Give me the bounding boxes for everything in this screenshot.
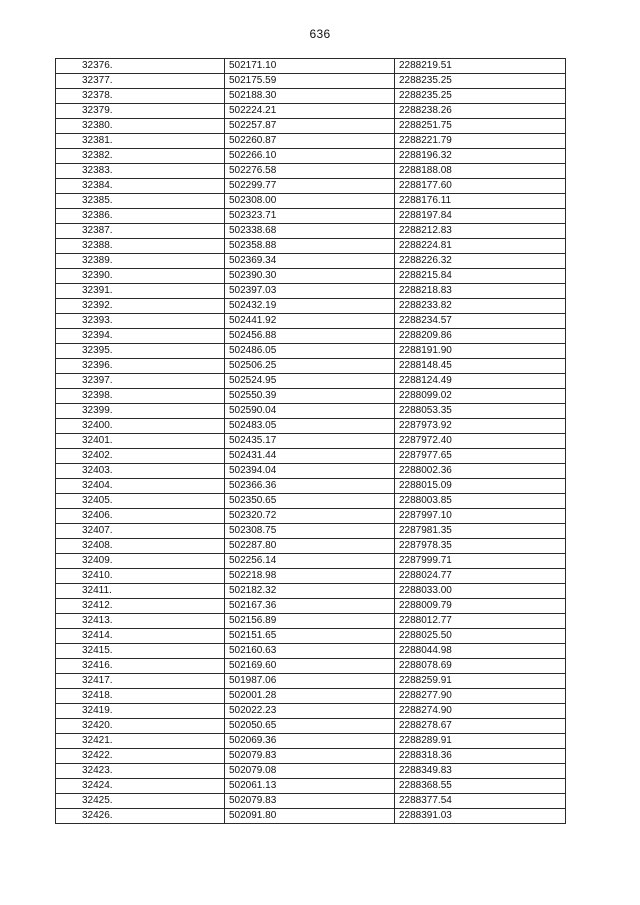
x-coordinate-cell: 502308.75: [225, 524, 395, 539]
y-coordinate-cell: 2288238.26: [395, 104, 566, 119]
x-coordinate-cell: 502550.39: [225, 389, 395, 404]
point-number-cell: 32423.: [56, 764, 225, 779]
table-row: [56, 239, 566, 254]
x-coordinate-cell: 502320.72: [225, 509, 395, 524]
point-number-cell: 32411.: [56, 584, 225, 599]
y-coordinate-cell: 2288377.54: [395, 794, 566, 809]
table-row: [56, 404, 566, 419]
point-number-cell: 32385.: [56, 194, 225, 209]
point-number-cell: 32403.: [56, 464, 225, 479]
x-coordinate-cell: 502483.05: [225, 419, 395, 434]
y-coordinate-cell: 2288259.91: [395, 674, 566, 689]
y-coordinate-cell: 2288033.00: [395, 584, 566, 599]
x-coordinate-cell: 502287.80: [225, 539, 395, 554]
y-coordinate-cell: 2288349.83: [395, 764, 566, 779]
x-coordinate-cell: 501987.06: [225, 674, 395, 689]
y-coordinate-cell: 2287981.35: [395, 524, 566, 539]
x-coordinate-cell: 502257.87: [225, 119, 395, 134]
y-coordinate-cell: 2287997.10: [395, 509, 566, 524]
x-coordinate-cell: 502151.65: [225, 629, 395, 644]
point-number-cell: 32395.: [56, 344, 225, 359]
table-row: [56, 164, 566, 179]
point-number-cell: 32380.: [56, 119, 225, 134]
y-coordinate-cell: 2288226.32: [395, 254, 566, 269]
point-number-cell: 32381.: [56, 134, 225, 149]
y-coordinate-cell: 2288234.57: [395, 314, 566, 329]
point-number-cell: 32426.: [56, 809, 225, 824]
point-number-cell: 32390.: [56, 269, 225, 284]
y-coordinate-cell: 2288099.02: [395, 389, 566, 404]
point-number-cell: 32404.: [56, 479, 225, 494]
table-row: [56, 689, 566, 704]
y-coordinate-cell: 2288278.67: [395, 719, 566, 734]
table-row: [56, 734, 566, 749]
point-number-cell: 32400.: [56, 419, 225, 434]
table-row: [56, 374, 566, 389]
point-number-cell: 32410.: [56, 569, 225, 584]
x-coordinate-cell: 502224.21: [225, 104, 395, 119]
y-coordinate-cell: 2288009.79: [395, 599, 566, 614]
x-coordinate-cell: 502171.10: [225, 59, 395, 74]
x-coordinate-cell: 502188.30: [225, 89, 395, 104]
x-coordinate-cell: 502256.14: [225, 554, 395, 569]
point-number-cell: 32417.: [56, 674, 225, 689]
table-row: [56, 599, 566, 614]
y-coordinate-cell: 2288003.85: [395, 494, 566, 509]
y-coordinate-cell: 2288224.81: [395, 239, 566, 254]
table-row: [56, 119, 566, 134]
y-coordinate-cell: 2288368.55: [395, 779, 566, 794]
point-number-cell: 32409.: [56, 554, 225, 569]
y-coordinate-cell: 2288044.98: [395, 644, 566, 659]
x-coordinate-cell: 502590.04: [225, 404, 395, 419]
y-coordinate-cell: 2288191.90: [395, 344, 566, 359]
table-row: [56, 479, 566, 494]
x-coordinate-cell: 502456.88: [225, 329, 395, 344]
coordinates-table: [55, 58, 566, 824]
page-number: 636: [309, 27, 331, 41]
y-coordinate-cell: 2288053.35: [395, 404, 566, 419]
point-number-cell: 32424.: [56, 779, 225, 794]
point-number-cell: 32408.: [56, 539, 225, 554]
table-row: [56, 389, 566, 404]
table-row: [56, 644, 566, 659]
table-row: [56, 659, 566, 674]
table-row: [56, 494, 566, 509]
y-coordinate-cell: 2288391.03: [395, 809, 566, 824]
table-row: [56, 764, 566, 779]
point-number-cell: 32393.: [56, 314, 225, 329]
y-coordinate-cell: 2288277.90: [395, 689, 566, 704]
x-coordinate-cell: 502182.32: [225, 584, 395, 599]
table-row: [56, 89, 566, 104]
y-coordinate-cell: 2288148.45: [395, 359, 566, 374]
point-number-cell: 32384.: [56, 179, 225, 194]
y-coordinate-cell: 2288012.77: [395, 614, 566, 629]
point-number-cell: 32382.: [56, 149, 225, 164]
y-coordinate-cell: 2288212.83: [395, 224, 566, 239]
y-coordinate-cell: 2287972.40: [395, 434, 566, 449]
x-coordinate-cell: 502308.00: [225, 194, 395, 209]
table-row: [56, 224, 566, 239]
y-coordinate-cell: 2288124.49: [395, 374, 566, 389]
x-coordinate-cell: 502167.36: [225, 599, 395, 614]
table-row: [56, 59, 566, 74]
y-coordinate-cell: 2288215.84: [395, 269, 566, 284]
x-coordinate-cell: 502050.65: [225, 719, 395, 734]
y-coordinate-cell: 2288235.25: [395, 74, 566, 89]
table-row: [56, 539, 566, 554]
table-row: [56, 779, 566, 794]
point-number-cell: 32405.: [56, 494, 225, 509]
y-coordinate-cell: 2287999.71: [395, 554, 566, 569]
x-coordinate-cell: 502175.59: [225, 74, 395, 89]
x-coordinate-cell: 502323.71: [225, 209, 395, 224]
x-coordinate-cell: 502169.60: [225, 659, 395, 674]
table-row: [56, 584, 566, 599]
table-row: [56, 134, 566, 149]
x-coordinate-cell: 502266.10: [225, 149, 395, 164]
table-row: [56, 359, 566, 374]
x-coordinate-cell: 502486.05: [225, 344, 395, 359]
point-number-cell: 32419.: [56, 704, 225, 719]
table-row: [56, 254, 566, 269]
point-number-cell: 32415.: [56, 644, 225, 659]
x-coordinate-cell: 502079.08: [225, 764, 395, 779]
table-row: [56, 554, 566, 569]
table-row: [56, 749, 566, 764]
x-coordinate-cell: 502079.83: [225, 794, 395, 809]
y-coordinate-cell: 2288221.79: [395, 134, 566, 149]
table-row: [56, 284, 566, 299]
point-number-cell: 32406.: [56, 509, 225, 524]
point-number-cell: 32383.: [56, 164, 225, 179]
table-row: [56, 524, 566, 539]
table-row: [56, 329, 566, 344]
point-number-cell: 32425.: [56, 794, 225, 809]
point-number-cell: 32397.: [56, 374, 225, 389]
point-number-cell: 32399.: [56, 404, 225, 419]
table-row: [56, 74, 566, 89]
point-number-cell: 32396.: [56, 359, 225, 374]
y-coordinate-cell: 2288024.77: [395, 569, 566, 584]
x-coordinate-cell: 502431.44: [225, 449, 395, 464]
x-coordinate-cell: 502091.80: [225, 809, 395, 824]
table-row: [56, 434, 566, 449]
x-coordinate-cell: 502441.92: [225, 314, 395, 329]
x-coordinate-cell: 502350.65: [225, 494, 395, 509]
table-row: [56, 719, 566, 734]
table-row: [56, 509, 566, 524]
point-number-cell: 32401.: [56, 434, 225, 449]
point-number-cell: 32413.: [56, 614, 225, 629]
point-number-cell: 32421.: [56, 734, 225, 749]
x-coordinate-cell: 502338.68: [225, 224, 395, 239]
point-number-cell: 32416.: [56, 659, 225, 674]
point-number-cell: 32422.: [56, 749, 225, 764]
y-coordinate-cell: 2288078.69: [395, 659, 566, 674]
x-coordinate-cell: 502524.95: [225, 374, 395, 389]
y-coordinate-cell: 2288233.82: [395, 299, 566, 314]
y-coordinate-cell: 2288176.11: [395, 194, 566, 209]
point-number-cell: 32414.: [56, 629, 225, 644]
table-row: [56, 299, 566, 314]
table-row: [56, 314, 566, 329]
x-coordinate-cell: 502435.17: [225, 434, 395, 449]
x-coordinate-cell: 502432.19: [225, 299, 395, 314]
x-coordinate-cell: 502394.04: [225, 464, 395, 479]
table-row: [56, 794, 566, 809]
point-number-cell: 32391.: [56, 284, 225, 299]
table-row: [56, 569, 566, 584]
x-coordinate-cell: 502358.88: [225, 239, 395, 254]
x-coordinate-cell: 502069.36: [225, 734, 395, 749]
x-coordinate-cell: 502061.13: [225, 779, 395, 794]
y-coordinate-cell: 2288197.84: [395, 209, 566, 224]
y-coordinate-cell: 2288025.50: [395, 629, 566, 644]
y-coordinate-cell: 2287973.92: [395, 419, 566, 434]
table-row: [56, 419, 566, 434]
table-row: [56, 179, 566, 194]
table-row: [56, 194, 566, 209]
point-number-cell: 32412.: [56, 599, 225, 614]
table-row: [56, 149, 566, 164]
table-row: [56, 209, 566, 224]
x-coordinate-cell: 502397.03: [225, 284, 395, 299]
table-row: [56, 344, 566, 359]
x-coordinate-cell: 502390.30: [225, 269, 395, 284]
table-row: [56, 464, 566, 479]
x-coordinate-cell: 502156.89: [225, 614, 395, 629]
table-row: [56, 809, 566, 824]
point-number-cell: 32402.: [56, 449, 225, 464]
x-coordinate-cell: 502276.58: [225, 164, 395, 179]
table-row: [56, 104, 566, 119]
y-coordinate-cell: 2288188.08: [395, 164, 566, 179]
point-number-cell: 32376.: [56, 59, 225, 74]
point-number-cell: 32420.: [56, 719, 225, 734]
table-row: [56, 269, 566, 284]
y-coordinate-cell: 2288251.75: [395, 119, 566, 134]
y-coordinate-cell: 2288177.60: [395, 179, 566, 194]
y-coordinate-cell: 2288002.36: [395, 464, 566, 479]
y-coordinate-cell: 2287977.65: [395, 449, 566, 464]
x-coordinate-cell: 502369.34: [225, 254, 395, 269]
point-number-cell: 32418.: [56, 689, 225, 704]
y-coordinate-cell: 2288219.51: [395, 59, 566, 74]
table-row: [56, 674, 566, 689]
table-row: [56, 704, 566, 719]
y-coordinate-cell: 2288235.25: [395, 89, 566, 104]
x-coordinate-cell: 502506.25: [225, 359, 395, 374]
y-coordinate-cell: 2288209.86: [395, 329, 566, 344]
point-number-cell: 32388.: [56, 239, 225, 254]
x-coordinate-cell: 502260.87: [225, 134, 395, 149]
x-coordinate-cell: 502022.23: [225, 704, 395, 719]
point-number-cell: 32386.: [56, 209, 225, 224]
x-coordinate-cell: 502160.63: [225, 644, 395, 659]
y-coordinate-cell: 2288274.90: [395, 704, 566, 719]
point-number-cell: 32394.: [56, 329, 225, 344]
point-number-cell: 32378.: [56, 89, 225, 104]
y-coordinate-cell: 2288196.32: [395, 149, 566, 164]
y-coordinate-cell: 2288318.36: [395, 749, 566, 764]
table-row: [56, 629, 566, 644]
x-coordinate-cell: 502299.77: [225, 179, 395, 194]
y-coordinate-cell: 2287978.35: [395, 539, 566, 554]
x-coordinate-cell: 502079.83: [225, 749, 395, 764]
table-row: [56, 614, 566, 629]
point-number-cell: 32377.: [56, 74, 225, 89]
point-number-cell: 32387.: [56, 224, 225, 239]
x-coordinate-cell: 502218.98: [225, 569, 395, 584]
x-coordinate-cell: 502001.28: [225, 689, 395, 704]
point-number-cell: 32398.: [56, 389, 225, 404]
point-number-cell: 32389.: [56, 254, 225, 269]
y-coordinate-cell: 2288289.91: [395, 734, 566, 749]
table-row: [56, 449, 566, 464]
point-number-cell: 32379.: [56, 104, 225, 119]
y-coordinate-cell: 2288218.83: [395, 284, 566, 299]
x-coordinate-cell: 502366.36: [225, 479, 395, 494]
point-number-cell: 32407.: [56, 524, 225, 539]
coordinates-table-body: [56, 59, 566, 824]
point-number-cell: 32392.: [56, 299, 225, 314]
y-coordinate-cell: 2288015.09: [395, 479, 566, 494]
